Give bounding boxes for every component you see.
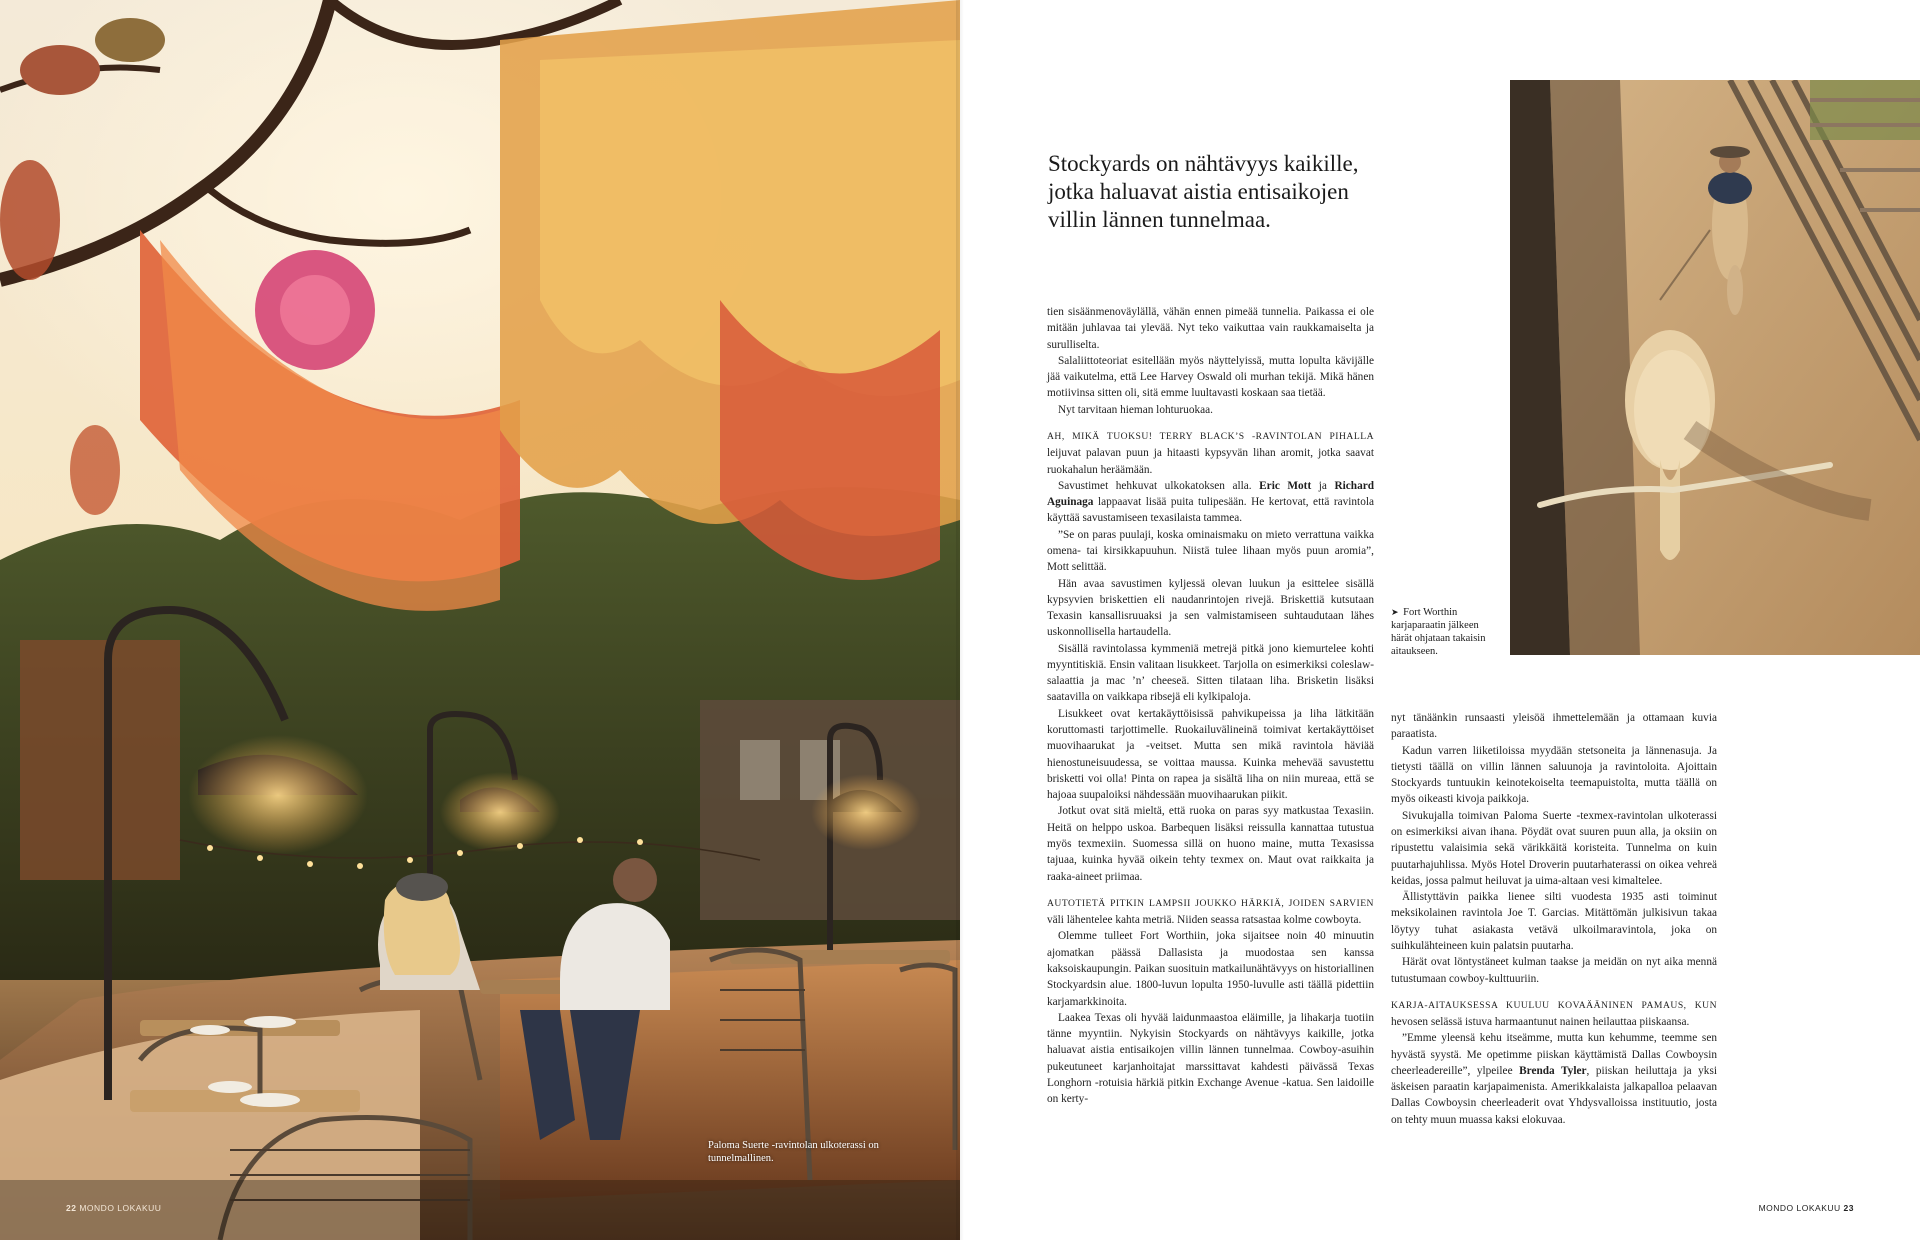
paragraph-text: leijuvat palavan puun ja hitaasti kypsyvän lihan aromit, jotka saavat ruokahalun heräämään. bbox=[1047, 447, 1374, 476]
paragraph: Lisukkeet ovat kertakäyttöisissä pahvikupeissa ja liha lätkitään koruttomasti tarjottimelle. Ruokailuvälineinä toimivat kertakäyttöiset muovihaarukat ja -veitset. Mutta sen mikä ravintola häviää hienostuneisuudessa, se voittaa maussa. Kuinka mehevää savustettu brisketti voi olla! Pinta on rapea ja sisältä liha on niin mureaa, että se hajoaa suupaloiksi nähdessään muovihaarukan piikit. bbox=[1047, 707, 1374, 802]
paragraph: Härät ovat löntystäneet kulman taakse ja meidän on nyt aika mennä tutustumaan cowboy-kulttuuriin. bbox=[1391, 956, 1717, 985]
paragraph: Olemme tulleet Fort Worthiin, joka sijaitsee noin 40 minuutin ajomatkan päässä Dallasista ja muodostaa sen kanssa kaksoiskaupungin. Paikan suosituin matkailunähtävyys on historiallinen Stockyardsin alue. 1800-luvun lopulta 1950-luvulle asti täällä pidettiin karjamarkkinoita. bbox=[1047, 930, 1374, 1008]
paragraph-text: ”Emme yleensä kehu itseämme, mutta kun kehumme, teemme sen hyvästä syystä. Me opetimme piiskan käyttämistä Dallas Cowboysin cheerleadereille”, ylpeilee bbox=[1391, 1032, 1717, 1077]
paragraph: tien sisäänmenoväylällä, vähän ennen pimeää tunnelia. Paikassa ei ole mitään juhlavaa tai ylevää. Nyt teko vaikuttaa vain raukkamaiselta ja surulliselta. bbox=[1047, 306, 1374, 351]
page-folio-left bbox=[66, 1203, 161, 1213]
section-lead-in: KARJA-AITAUKSESSA KUULUU KOVAÄÄNINEN PAMAUS, KUN bbox=[1391, 999, 1717, 1011]
paragraph: Salaliittoteoriat esitellään myös näyttelyissä, mutta lopulta kävijälle jää vaikutelma, että Lee Harvey Oswald oli murhan tekijä. Mikä hänen motiivinsa sitten oli, sitä emme luultavasti koskaan saa tietää. bbox=[1047, 354, 1374, 400]
photo-caption-right bbox=[1391, 606, 1501, 658]
caption-arrow-icon: ➤ bbox=[1391, 607, 1399, 617]
paragraph: Sisällä ravintolassa kymmeniä metrejä pitkä jono kiemurtelee kohti myyntitiskiä. Ensin valitaan lisukkeet. Tarjolla on esimerkiksi coleslaw-salaattia ja mac ’n’ cheeseä. Sitten tilataan liha. Brisketin lisäksi saatavilla on vaikkapa ribsejä eli kylkipaloja. bbox=[1047, 642, 1374, 704]
paragraph: Ällistyttävin paikka lienee silti vuodesta 1935 asti toiminut meksikolainen ravintola Joe T. Garcias. Mitättömän julkisivun takaa löytyy tuhat asiakasta vetävä ulkoilmaravintola, joka on suihkulähteineen kuin palatsin puutarha. bbox=[1391, 891, 1717, 952]
paragraph-text: , piiskan heiluttaja ja yksi äskeisen paraatin karjapaimenista. Amerikkalaista jalkapalloa pelaavan Dallas Cowboysin cheerleaderit ovat Yhdysvalloissa instituutio, josta on tehty muun muassa kaksi elokuvaa. bbox=[1391, 1064, 1717, 1126]
paragraph: Sivukujalla toimivan Paloma Suerte -texmex-ravintolan ulkoterassi on esimerkiksi aivan ihana. Pöydät ovat suuren puun alla, ja oksiin on ripustettu valaisimia sekä värikkäitä koristeita. Tunnelma on kuin puutarhajuhlissa. Myös Hotel Droverin puutarhaterassi on oikea vehreä keidas, jossa palmut heiluvat ja uima-altaan vesi kimaltelee. bbox=[1391, 809, 1717, 887]
pull-quote: Stockyards on nähtävyys kaikille, jotka haluavat aistia entisaikojen villin lännen tunnelmaa. bbox=[1048, 151, 1359, 232]
paragraph: ”Se on paras puulaji, koska ominaismaku on mieto verrattuna vaikka omena- tai kirsikkapuuhun. Niistä tulee lihaan myös puun aromia”, Mott selittää. bbox=[1047, 528, 1374, 574]
longhorn-photo-image bbox=[1510, 80, 1920, 655]
caption-text: Fort Worthin karjaparaatin jälkeen härät ohjataan takaisin aitaukseen. bbox=[1391, 607, 1486, 657]
person-name: Richard Aguinaga bbox=[1047, 479, 1375, 509]
paragraph-text: Savustimet hehkuvat ulkokatoksen alla. bbox=[1058, 479, 1252, 492]
page-number: 23 bbox=[1843, 1203, 1854, 1213]
paragraph bbox=[1391, 1030, 1717, 1128]
paragraph: Hän avaa savustimen kyljessä olevan luukun ja esittelee sisällä kypsyvien briskettien eli naudanrintojen rivejä. Briskettiä kutsutaan Texasin kansallisruuaksi ja sen valmistamiseen suhtaudutaan lähes uskonnollisella hartaudella. bbox=[1047, 577, 1374, 639]
magazine-issue-label: MONDO LOKAKUU bbox=[79, 1203, 162, 1213]
page-folio-right bbox=[1759, 1203, 1854, 1213]
paragraph: Laakea Texas oli hyvää laidunmaastoa eläimille, ja lihakarja tuotiin tänne myyntiin. Nykyisin Stockyards on nähtävyys kaikille, jotka haluavat aistia entisaikojen villin lännen tunnelmaa. Cowboy-asuihin pukeutuneet karjanhoitajat marssittavat kahdesti päivässä Texas Longhorn -rotuisia härkiä pitkin Exchange Avenue -katua. Sen laidoille on kerty- bbox=[1047, 1011, 1374, 1106]
page-number: 22 bbox=[66, 1203, 77, 1213]
spine-shadow bbox=[956, 0, 964, 1240]
paragraph: Nyt tarvitaan hieman lohturuokaa. bbox=[1058, 403, 1213, 416]
section-lead-in: AUTOTIETÄ PITKIN LAMPSII JOUKKO HÄRKIÄ, JOIDEN SARVIEN bbox=[1047, 897, 1374, 909]
person-name: Eric Mott bbox=[1259, 479, 1312, 492]
person-name: Brenda Tyler bbox=[1519, 1064, 1587, 1077]
magazine-issue-label: MONDO LOKAKUU bbox=[1758, 1203, 1841, 1213]
section-paragraph bbox=[1047, 895, 1374, 929]
section-paragraph bbox=[1391, 997, 1717, 1031]
paragraph-text: hevosen selässä istuva harmaantunut nainen heilauttaa piiskaansa. bbox=[1391, 1016, 1690, 1029]
paragraph: Jotkut ovat sitä mieltä, että ruoka on paras syy matkustaa Texasiin. Heitä on helppo uskoa. Barbequen lisäksi reissulla kannattaa tutustua myös texmexiin. Suomessa sillä on huono maine, mutta Texasissa tajuaa, kuinka hyvää oikein tehty texmex on. Maut ovat raikkaita ja raaka-aineet priimaa. bbox=[1047, 805, 1374, 883]
section-lead-in: AH, MIKÄ TUOKSU! TERRY BLACK’S -RAVINTOLAN PIHALLA bbox=[1047, 430, 1374, 442]
photo-caption-left: Paloma Suerte -ravintolan ulkoterassi on tunnelmallinen. bbox=[708, 1140, 879, 1164]
article-column-2 bbox=[1391, 710, 1717, 1128]
section-paragraph bbox=[1047, 428, 1374, 478]
longhorn-photo bbox=[1510, 80, 1920, 655]
paragraph bbox=[1047, 478, 1374, 527]
paragraph-text: ja bbox=[1318, 479, 1327, 492]
paragraph-text: väli lähentelee kahta metriä. Niiden seassa ratsastaa kolme cowboyta. bbox=[1047, 914, 1362, 927]
paragraph: Kadun varren liiketiloissa myydään stetsoneita ja lännenasuja. Ja tietysti täällä on villin lännen saluunoja ja ravintoloita. Ajoittain Stockyards tuntuukin keinotekoiselta teemapuistolta, mutta täällä on myös oikeasti kivoja paikkoja. bbox=[1391, 744, 1717, 806]
paragraph: nyt tänäänkin runsaasti yleisöä ihmettelemään ja ottamaan kuvia paraatista. bbox=[1391, 712, 1717, 741]
paragraph-text: lappaavat lisää puita tulipesään. He kertovat, että ravintola käyttää savustamiseen texasilaista tammea. bbox=[1047, 496, 1374, 525]
article-column-1 bbox=[1047, 304, 1374, 1108]
